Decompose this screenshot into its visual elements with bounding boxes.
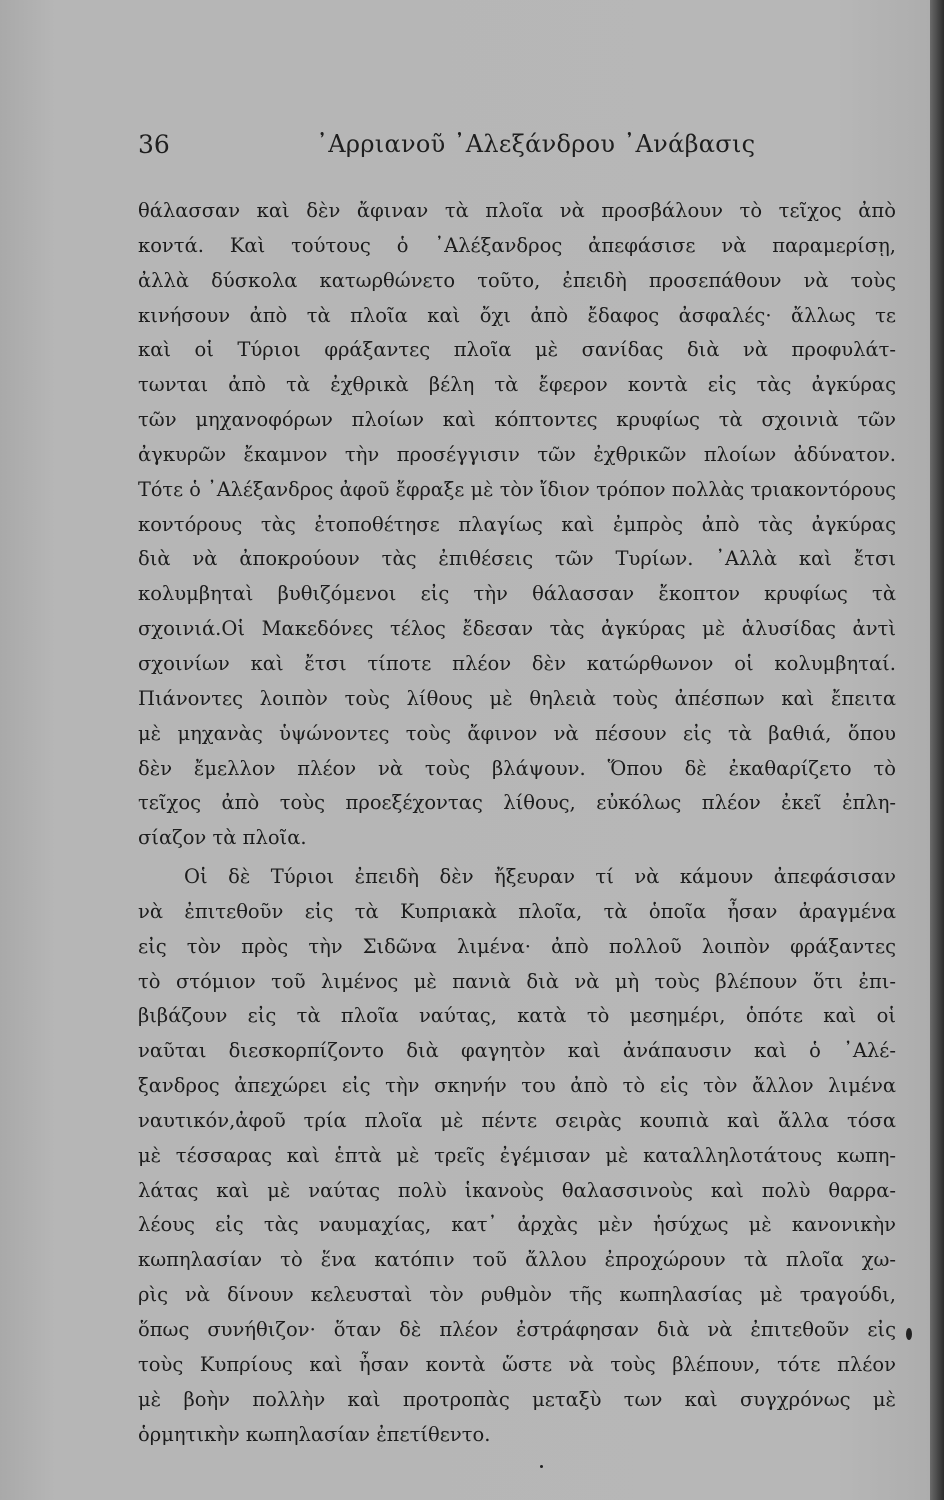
text-line: σίαζον τὰ πλοῖα. xyxy=(138,826,307,850)
text-line: κινήσουν ἀπὸ τὰ πλοῖα καὶ ὄχι ἀπὸ ἔδαφος ἀσφαλές· ἄλλως τε xyxy=(138,303,896,327)
text-line: κοντά. Καὶ τούτους ὁ ᾿Αλέξανδρος ἀπεφάσισε νὰ παραμερίσῃ, xyxy=(138,233,896,257)
body-text xyxy=(138,194,896,1452)
ink-speck xyxy=(906,1328,912,1340)
text-line: ὅπως συνήθιζον· ὅταν δὲ πλέον ἐστράφησαν διὰ νὰ ἐπιτεθοῦν εἰς xyxy=(138,1318,896,1341)
text-line: κωπηλασίαν τὸ ἕνα κατόπιν τοῦ ἄλλου ἐπροχώρουν τὰ πλοῖα χω- xyxy=(138,1248,896,1272)
text-line: τὸ στόμιον τοῦ λιμένος μὲ πανιὰ διὰ νὰ μὴ τοὺς βλέπουν ὅτι ἐπι- xyxy=(138,969,896,993)
text-line: τεῖχος ἀπὸ τοὺς προεξέχοντας λίθους, εὐκόλως πλέον ἐκεῖ ἐπλη- xyxy=(138,791,896,815)
text-line: μὲ μηχανὰς ὑψώνοντες τοὺς ἄφινον νὰ πέσουν εἰς τὰ βαθιά, ὅπου xyxy=(138,721,896,745)
text-line: ἀγκυρῶν ἔκαμνον τὴν προσέγγισιν τῶν ἐχθρικῶν πλοίων ἀδύνατον. xyxy=(138,442,896,466)
page-edge-shadow xyxy=(930,0,944,1500)
text-line: ξανδρος ἀπεχώρει εἰς τὴν σκηνήν του ἀπὸ τὸ εἰς τὸν ἄλλον λιμένα xyxy=(138,1074,896,1098)
text-line: σχοινίων καὶ ἔτσι τίποτε πλέον δὲν κατώρθωνον οἱ κολυμβηταί. xyxy=(138,651,896,675)
text-line: ναυτικόν,ἀφοῦ τρία πλοῖα μὲ πέντε σειρὰς κουπιὰ καὶ ἄλλα τόσα xyxy=(138,1108,896,1132)
running-title: ᾿Αρριανοῦ ᾿Αλεξάνδρου ᾿Ανάβασις xyxy=(316,130,756,158)
text-line: καὶ οἱ Τύριοι φράξαντες πλοῖα μὲ σανίδας διὰ νὰ προφυλάτ- xyxy=(138,338,896,362)
text-line: ναῦται διεσκορπίζοντο διὰ φαγητὸν καὶ ἀνάπαυσιν καὶ ὁ ᾿Αλέ- xyxy=(138,1039,896,1063)
text-line: Τότε ὁ ᾿Αλέξανδρος ἀφοῦ ἔφραξε μὲ τὸν ἴδιον τρόπον πολλὰς τριακοντόρους xyxy=(138,477,896,501)
text-line: ρὶς νὰ δίνουν κελευσταὶ τὸν ρυθμὸν τῆς κωπηλασίας μὲ τραγούδι, xyxy=(138,1283,896,1307)
text-line: ὁρμητικὴν κωπηλασίαν ἐπετίθεντο. xyxy=(138,1422,491,1446)
text-line: λάτας καὶ μὲ ναύτας πολὺ ἱκανοὺς θαλασσινοὺς καὶ πολὺ θαρρα- xyxy=(138,1178,896,1202)
text-line: ἀλλὰ δύσκολα κατωρθώνετο τοῦτο, ἐπειδὴ προσεπάθουν νὰ τοὺς xyxy=(138,268,896,292)
ink-speck xyxy=(540,1465,543,1468)
text-line: λέους εἰς τὰς ναυμαχίας, κατ᾿ ἀρχὰς μὲν ἡσύχως μὲ κανονικὴν xyxy=(138,1213,896,1237)
text-line: μὲ βοὴν πολλὴν καὶ προτροπὰς μεταξὺ των καὶ συγχρόνως μὲ xyxy=(138,1387,896,1411)
paragraph-2 xyxy=(138,860,896,1452)
paragraph-1 xyxy=(138,194,896,856)
text-line: τῶν μηχανοφόρων πλοίων καὶ κόπτοντες κρυφίως τὰ σχοινιὰ τῶν xyxy=(138,408,896,432)
text-line: τοὺς Κυπρίους καὶ ἦσαν κοντὰ ὥστε νὰ τοὺς βλέπουν, τότε πλέον xyxy=(138,1352,896,1376)
text-line: κοντόρους τὰς ἐτοποθέτησε πλαγίως καὶ ἐμπρὸς ἀπὸ τὰς ἀγκύρας xyxy=(138,512,896,536)
text-line: Πιάνοντες λοιπὸν τοὺς λίθους μὲ θηλειὰ τοὺς ἀπέσπων καὶ ἔπειτα xyxy=(138,686,896,710)
text-line: εἰς τὸν πρὸς τὴν Σιδῶνα λιμένα· ἀπὸ πολλοῦ λοιπὸν φράξαντες xyxy=(138,934,896,958)
text-line: τωνται ἀπὸ τὰ ἐχθρικὰ βέλη τὰ ἔφερον κοντὰ εἰς τὰς ἀγκύρας xyxy=(138,373,896,397)
text-line: διὰ νὰ ἀποκρούουν τὰς ἐπιθέσεις τῶν Τυρίων. ᾿Αλλὰ καὶ ἔτσι xyxy=(138,547,896,571)
text-line: μὲ τέσσαρας καὶ ἑπτὰ μὲ τρεῖς ἐγέμισαν μὲ καταλληλοτάτους κωπη- xyxy=(138,1143,896,1167)
text-line: Οἱ δὲ Τύριοι ἐπειδὴ δὲν ἤξευραν τί νὰ κάμουν ἀπεφάσισαν xyxy=(184,865,896,889)
text-line: δὲν ἔμελλον πλέον νὰ τοὺς βλάψουν. Ὅπου δὲ ἐκαθαρίζετο τὸ xyxy=(138,756,896,780)
page-number: 36 xyxy=(138,130,170,159)
text-line: κολυμβηταὶ βυθιζόμενοι εἰς τὴν θάλασσαν ἔκοπτον κρυφίως τὰ xyxy=(138,582,896,606)
text-line: βιβάζουν εἰς τὰ πλοῖα ναύτας, κατὰ τὸ μεσημέρι, ὁπότε καὶ οἱ xyxy=(138,1004,896,1028)
text-line: νὰ ἐπιτεθοῦν εἰς τὰ Κυπριακὰ πλοῖα, τὰ ὁποῖα ἦσαν ἀραγμένα xyxy=(138,899,896,923)
text-line: θάλασσαν καὶ δὲν ἄφιναν τὰ πλοῖα νὰ προσβάλουν τὸ τεῖχος ἀπὸ xyxy=(138,199,896,222)
page-header xyxy=(138,130,896,170)
text-line: σχοινιά.Οἱ Μακεδόνες τέλος ἔδεσαν τὰς ἀγκύρας μὲ ἁλυσίδας ἀντὶ xyxy=(138,617,896,641)
